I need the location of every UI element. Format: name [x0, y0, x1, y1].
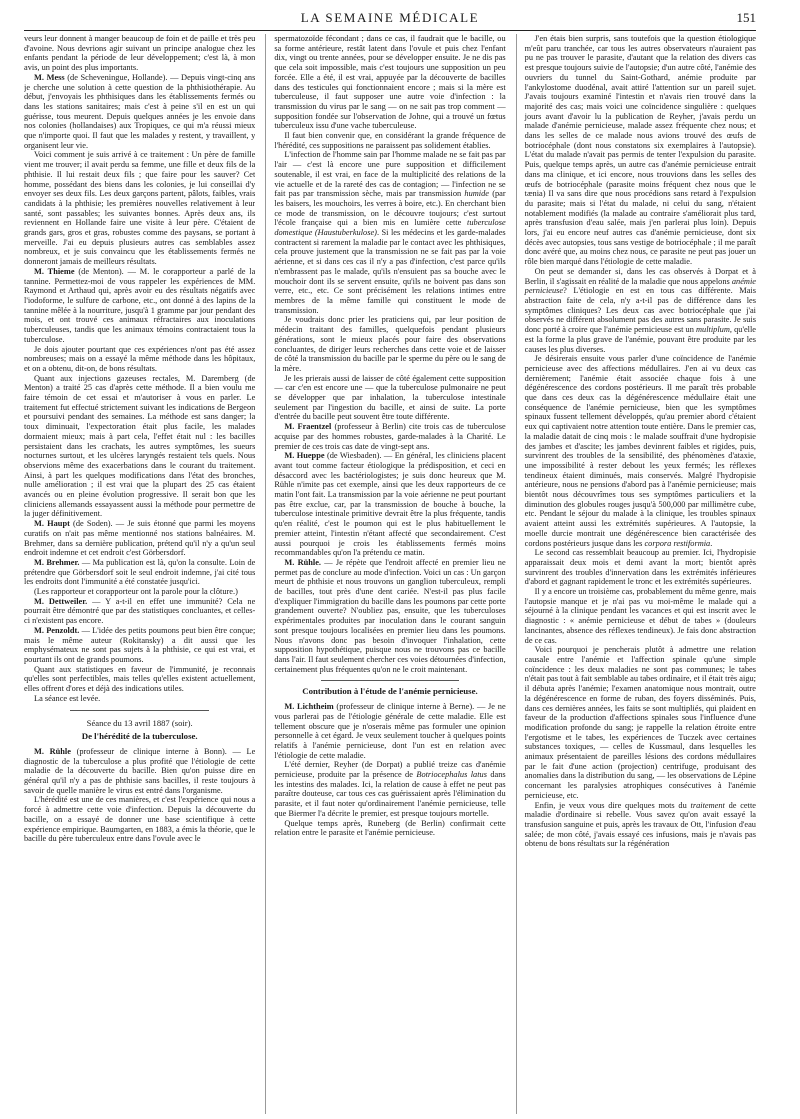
paragraph: Je voudrais donc prier les praticiens qui, par leur position de médecin traitant des familles, quelquefois pendant plusieurs générations, sont le mieux placés pour faire des observations concluantes, de diriger leurs recherches dans cette voie et de laisser de côté la transmission du bacille par le sperme du père ou le sang de la mère. [274, 315, 506, 373]
paragraph-text: . Si les médecins et les garde-malades contractent si rarement la maladie par le contact avec les phthisiques, cela prouve justement que la transmission ne se fait pas par la voie aérienne, et si dans ces cas il n'y a pas d'infection, c'est parce qu'ils n'embrassent pas le malade, qu'ils n'ensuient pas sa bouche avec le mouchoir dont ils se servent ensuite, qu'ils ne boivent pas dans son verre, etc., etc. Ce sont précisément les relations intimes entre membres de la même famille qui constituent le mode de transmission. [274, 228, 506, 315]
emphasis: humide [464, 189, 489, 199]
paragraph-text: (professeur de clinique interne à Berne). — Je ne vous parlerai pas de l'étiologie générale de cette maladie. Elle est tellement obscure que je n'oserais même pas formuler une opinion personnelle à cet égard. Je veux seulement toucher à quelques points relatifs à l'anémie pernicieuse, dont l'un est en relation avec l'étiologie de cette maladie. [274, 702, 506, 760]
paragraph: spermatozoïde fécondant ; dans ce cas, il faudrait que le bacille, ou sa forme antérieure, restât latent dans l'ovule et puis chez l'enfant dix, vingt ou trente années, pour se développer ensuite. Je ne dis pas que cela soit impossible, mais c'est toujours une supposition un peu forcée. Elle a été, il est vrai, appuyée par la découverte de bacilles dans des testicules qui fonctionnaient encore ; mais si la mère est tuberculeuse, il faut supposer une autre voie d'infection : la transmission du virus par le sang — on ne sait pas trop comment — supposition fondée sur l'observation de Johne, qui a trouvé un fœtus tuberculeux issu d'une vache tuberculeuse. [274, 34, 506, 131]
paragraph-text: ? L'étiologie en est en tous cas différente. Mais abstraction faite de cela, n'y a-t-il pas de différence dans les symptômes cliniques? Les deux cas avec botriocéphale que j'ai observés ne différent absolument pas des autres sans parasite. Je suis donc porté à croire que l'anémie pernicieuse est un [524, 286, 756, 335]
paragraph [525, 354, 756, 548]
journal-title: LA SEMAINE MÉDICALE [300, 10, 480, 25]
paragraph [24, 519, 255, 558]
text-columns [24, 31, 756, 1114]
paragraph: Je dois ajouter pourtant que ces expériences n'ont pas été assez nombreuses; mais on a essayé la même méthode dans les hôpitaux, et on a obtenu, dit-on, de bons résultats. [24, 344, 256, 373]
paragraph [274, 702, 505, 760]
paragraph-text: (professeur à Berlin) cite trois cas de tuberculose acquise par des hommes robustes, garde-malades à la Charité. Le premier de ces trois cas date de vingt-sept ans. [274, 422, 506, 451]
emphasis: Botriocephalus latus [416, 770, 487, 780]
emphasis: traitement [690, 800, 725, 810]
emphasis: multiplum [696, 325, 730, 335]
paragraph [274, 422, 505, 451]
paragraph-text: — L'idée des petits poumons peut bien être conçue; mais le même auteur (Rokitansky) a dit aussi que les emphysémateux ne sont pas sujets à la phthisie, ce qui est vrai, et pourtant ils ont de grands poumons. [24, 625, 256, 664]
speaker-name: M. Dettweiler. [34, 596, 88, 606]
paragraph [274, 451, 505, 558]
paragraph-text: (de Wiesbaden). — En général, les cliniciens placent avant tout comme facteur étiologique la prédisposition, et ceci en désaccord avec les bactériologistes; je suis donc heureux que M. Rühle n'imite pas cet exemple, ainsi que les deux rapporteurs de ce matin l'ont fait. La transmission par la voie aérienne ne peut pourtant pas être exclue, car, par la transmission de bouche à bouche, la tuberculose intestinale primitive devrait être la plus fréquente, tandis qu'en réalité, c'est le poumon qui est le plus habituellement le premier atteint, l'intestin n'étant affecté que secondairement. C'est aussi pourquoi je crois les établissements fermés moins recommandables qu'on l'a prétendu ce matin. [274, 451, 506, 558]
section-heading: Contribution à l'étude de l'anémie pernicieuse. [302, 686, 478, 697]
paragraph-text: (de Scheveningue, Hollande). — Depuis vingt-cinq ans je cherche une solution à cette question de la phthisiothérapie. Au début, j'envoyais les phthisiques dans les établissements fermés ou dans les stations sanitaires; mais c'est à peine s'il en est un qui guérisse, tous meurent. Depuis quelques années je les envoie dans nos colonies (hollandaises) aux Tropiques, ce qui m'a réussi mieux que n'importe quoi. Il faut que les malades y restent, y travaillent, y organisent leur vie. [24, 72, 256, 150]
speaker-name: M. Fraentzel [284, 422, 332, 432]
speaker-name: M. Thieme [34, 266, 75, 276]
paragraph-text: L'été dernier, Reyher (de Dorpat) a publié treize cas d'anémie pernicieuse, produite par la présence de [274, 760, 506, 780]
paragraph: (Les rapporteur et corapporteur ont la parole pour la clôture.) [34, 587, 238, 597]
paragraph [24, 597, 255, 626]
paragraph [274, 150, 505, 315]
session-heading: Séance du 13 avril 1887 (soir). [86, 717, 193, 728]
emphasis: corpora restiformia [644, 538, 711, 548]
paragraph [274, 558, 505, 674]
column-3 [516, 34, 756, 1114]
paragraph: Le second cas ressemblait beaucoup au premier. Ici, l'hydropisie apparaissait deux mois et demi avant la mort; bientôt après survinrent des troubles d'innervation dans les extrémités inférieures d'abord et gagnant rapidement le tronc et les extrémités supérieures. [524, 548, 756, 587]
speaker-name: M. Mess [34, 72, 65, 82]
paragraph [24, 558, 255, 587]
paragraph: J'en étais bien surpris, sans toutefois que la question étiologique m'eût paru tranchée, car tous les autres observateurs n'auraient pas pu ne pas trouver le parasite, d'autant que la relation des divers cas est presque toujours suivie de l'autopsie; d'un autre côté, l'anémie des ouvriers du tunnel du Saint-Gothard, anémie produite par l'ankylostome duodénal, avait attiré l'attention sur un pareil sujet. J'avais toujours examiné l'intestin et n'avais rien trouvé dans la majorité des cas; mais voici une coïncidence singulière : quelques jours avant d'avoir lu la publication de Reyher, j'avais perdu un malade d'anémie pernicieuse, malade assez fréquente chez nous; et dans les selles de ce malade nous avions trouvé des œufs de botriocéphale (dont nous constatons six exemplaires à l'autopsie). L'état du malade n'avait pas permis de tenter l'expulsion du parasite. Puis, quelque temps après, un autre cas d'anémie pernicieuse entrait dans ma clinique, et ici encore, nous trouvions dans les selles des œufs de botriocéphale (parasite moins fréquent chez nous que le tænia) Il va sans dire que nous procédions sans retard à l'expulsion du parasite; mais si l'état du malade, ni celui du sang, n'étaient notablement modifiés (la malade au contraire s'améliorait plus tard, après transfusion d'eau salée, mais j'en parlerai plus loin). Depuis lors, j'ai eu encore neuf autres cas d'anémie pernicieuse, dont six décès avec autopsies, tous sans vestige de botriocéphale ; il me paraît donc avéré que, au moins chez nous, ce parasite ne peut pas jouer un rôle bien marqué dans l'étiologie de cette maladie. [524, 34, 756, 267]
speaker-name: M. Lichtheim [284, 702, 334, 712]
paragraph-text: de cette maladie d'ordinaire si rebelle. Vous savez qu'on avait essayé la transfusion sanguine et puis, après les travaux de Ott, l'infusion d'eau salée; de mon côté, j'avais essayé ces infusions, mais je n'avais pas obtenu de bons résultats sur la régénération [524, 800, 756, 849]
speaker-name: M. Penzoldt. [34, 625, 80, 635]
paragraph [24, 73, 255, 151]
speaker-name: M. Haupt [34, 519, 70, 529]
paragraph: Quelque temps après, Runeberg (de Berlin) confirmait cette relation entre le parasite et l'anémie pernicieuse. [274, 818, 506, 838]
paragraph-text: (par les baisers, les mouchoirs, les verres à boire, etc.). En cherchant bien ce mode de transmission, on le découvre toujours; c'est surtout l'école française qui a bien mis en lumière cette [274, 189, 506, 228]
paragraph: Il faut bien convenir que, en considérant la grande fréquence de l'hérédité, ces suppositions ne paraissent pas solidement établies. [274, 131, 506, 150]
section-divider [321, 680, 460, 681]
speaker-name: M. Brehmer. [34, 557, 80, 567]
section-heading: De l'hérédité de la tuberculose. [81, 731, 198, 742]
paragraph-text: Enfin, je veux vous dire quelques mots du [534, 800, 691, 810]
section-divider [70, 710, 209, 711]
paragraph-text: (de Menton). — M. le corapporteur a parlé de la tannine. Permettez-moi de vous rappeler les expériences de MM. Raymond et Arthaud qui, après avoir eu des résultats négatifs avec l'iodoforme, le sulfure de carbone, etc., ont donné à des lapins de la tannine mêlée à la nourriture, jusqu'à 1 gramme par jour pendant des mois, et ont trouvé ces animaux réfractaires aux inoculations tuberculeuses, tandis que les animaux témoins contractaient tous la tuberculose. [24, 266, 256, 344]
column-2 [265, 34, 505, 1114]
paragraph [24, 267, 255, 345]
paragraph-text: On peut se demander si, dans les cas observés à Dorpat et à Berlin, il s'agissait en réalité de la maladie que nous appelons [524, 266, 756, 286]
paragraph: Quant aux statistiques en faveur de l'immunité, je reconnais qu'elles sont perfectibles, mais telles qu'elles existent actuellement, elles offrent d'ores et déjà des indications utiles. [24, 664, 256, 694]
paragraph: Voici comment je suis arrivé à ce traitement : Un père de famille vient me trouver; il avait perdu sa femme, une fille et deux fils de la phthisie. Il lui restait deux fils ; que faire pour les sauver? Cet homme, possédant des biens dans les colonies, je lui conseillai d'y envoyer ses deux fils. Les deux garçons partent, pâlots, faibles, vrais candidats à la phthisie; les premières nouvelles relativement à leur santé, sont passables; les suivantes bonnes. Après deux ans, ils reviennent en Hollande faire une visite à leur père. C'étaient de grands gars, gros et gras, robustes comme des paysans, se portant à merveille. J'ai eu depuis plusieurs autres cas semblables assez nombreux, et je suis convaincu que les établissements fermés ne donneront jamais de meilleurs résultats. [24, 150, 256, 267]
paragraph [525, 267, 756, 354]
emphasis: tuberculose domestique (Haustuberkulose) [274, 218, 506, 238]
paragraph: Il y a encore un troisième cas, probablement du même genre, mais l'autopsie manque et je n'ai pas vu moi-même le malade qui a séjourné à la clinique pendant les vacances et qui est inscrit avec le diagnostic : « anémie pernicieuse et début de tabes » (douleurs lancinantes, absence des réflexes tendineux). Je fais donc abstraction de ce cas. [524, 587, 756, 645]
paragraph: Quant aux injections gazeuses rectales, M. Daremberg (de Menton) a traité 25 cas d'après cette méthode. Il a bien voulu me faire témoin de cet essai et m'autoriser à vous en parler. Le traitement fut effectué strictement suivant les indications de Bergeon et poursuivi pendant des semaines. La méthode est sans danger; la toux diminuait, l'expectoration était plus facile, les malades dormaient mieux; mais à part cela, l'effet était nul : les bacilles persistaient dans les crachats, les autres symptômes, les sueurs nocturnes surtout, et les ulcères laryngés restaient tels quels. Nous observions même des exacerbations dans le courant du traitement. Ainsi, à part les quelques modifications dans l'état des bronches, nulle amélioration ; il est vrai que la plupart des 25 cas étaient avancés ou en pleine évolution progressive. Il serait bon que les cliniciens allemands essayassent aussi la méthode pour permettre de la juger définitivement. [24, 373, 256, 519]
paragraph: La séance est levée. [34, 693, 101, 703]
speaker-name: M. Hueppe [284, 451, 325, 461]
speaker-name: M. Rühle [34, 746, 71, 756]
paragraph [24, 747, 255, 796]
paragraph [525, 801, 756, 850]
paragraph-text: . [710, 538, 713, 548]
paragraph-text: (professeur de clinique interne à Bonn). — Le diagnostic de la tuberculose a plus profité que l'étiologie de cette maladie de la découverte du bacille. Bien qu'on puisse dire en général qu'il n'y a pas de phthisie sans bacilles, il reste toujours à savoir de quelle manière le virus est entré dans l'organisme. [24, 746, 256, 795]
paragraph-text: , qu'elle est la forme la plus grave de l'anémie, pouvant être produite par les causes les plus diverses. [524, 325, 756, 354]
paragraph-text: — Je répète que l'endroit affecté en premier lieu ne permet pas de conclure au mode d'infection. Voici un cas : Un garçon meurt de phthisie et nous trouvons un ganglion tuberculeux, rempli de bacilles, tout près d'une dent cariée. N'est-il pas plus facile d'expliquer l'immigration du bacille dans les poumons par cette porte grandement ouverte? N'oubliez pas, ensuite, que les tuberculoses expérimentales produites par inoculation dans le courant sanguin sont presque toujours localisées en premier lieu dans les poumons. Nous n'avons donc pas besoin d'invoquer l'inhalation, cette supposition hypothétique, puisque nous ne trouvons pas ce bacille dans l'air. Il faut seulement chercher ces voies détournées d'infection, certainement plus fréquentes qu'on ne le croit maintenant. [274, 557, 506, 674]
paragraph-text: (de Soden). — Je suis étonné que parmi les moyens curatifs on n'ait pas même mentionné nos stations balnéaires. M. Brehmer, dans sa dernière publication, prétend qu'il n'y a qu'un seul endroit indemne et cet endroit c'est Görbersdorf. [24, 519, 256, 558]
column-1 [24, 34, 255, 1114]
speaker-name: M. Rühle. [284, 557, 321, 567]
paragraph [24, 626, 255, 665]
paragraph-text: — Y a-t-il en effet une immunité? Cela ne pourrait être démontré que par des statistiques concluantes, et celles-ci n'existent pas encore. [24, 596, 256, 626]
page-number: 151 [736, 10, 756, 25]
paragraph-text: L'infection de l'homme sain par l'homme malade ne se fait pas par l'air — c'est là encore une pure supposition et difficilement soutenable, il est vrai, en face de la multiplicité des relations de la vie actuelle et de la rareté des cas de contagion; — l'infection ne se fait pas par transmission sèche, mais par transmission [274, 150, 506, 199]
paragraph [274, 760, 505, 818]
paragraph: veurs leur donnent à manger beaucoup de foin et de paille et très peu d'avoine. Nous devrions agir suivant un principe analogue chez les enfants pendant la période de leur développement; c'est là, à mon avis, un point des plus importants. [24, 34, 256, 73]
emphasis: anémie pernicieuse [524, 276, 756, 296]
running-header [24, 0, 756, 31]
paragraph-text: — Ma publication est là, qu'on la consulte. Loin de prétendre que Görbersdorf soit le seul endroit indemne, j'ai cité tous les endroits dont l'immunité a été constatée jusqu'ici. [24, 557, 256, 587]
paragraph-text: Je désirerais ensuite vous parler d'une coïncidence de l'anémie pernicieuse avec des affections médullaires. J'en ai vu deux cas dernièrement; l'anémie était associée chaque fois à une dégénérescence des cordons postérieurs. Il me paraît très probable que dans ces deux cas la dégénérescence médullaire était une conséquence de l'anémie pernicieuse, bien que les symptômes spinaux fussent tellement développés, qu'au premier abord c'étaient eux qui captivaient notre attention toute entière. Dans le premier cas, la maladie datait de cinq mois : le malade souffrait d'une hydropisie des jambes et d'ascite; les jambes devinrent faibles et rigides, puis, survinrent des troubles de la sensibilité, des phénomènes d'ataxie, une impossibilité à rester debout les yeux fermés; les réflexes tendineux étaient diminués, mais conservés. Malgré l'hydropisie antérieure, nous ne pensions d'abord pas à l'anémie pernicieuse; mais bientôt nous découvrîmes tous ses symptômes particuliers et la diminution des globules rouges jusqu'à 500,000 par millimètre cube, etc. Pendant le séjour du malade à la clinique, les troubles spinaux avaient atteint aussi les extrémités supérieures. A l'autopsie, la moelle durcie montrait une dégénérescence bien caractérisée des cordons postérieurs jusque dans les [524, 354, 756, 548]
paragraph: L'hérédité est une de ces manières, et c'est l'expérience qui nous a forcé à admettre cette voie d'infection. Depuis la découverte du bacille, on a essayé de donner une base scientifique à cette expérience empirique. Baumgarten, en 1883, a émis la théorie, que le bacille du père tuberculeux entre dans l'ovule avec le [24, 795, 256, 844]
paragraph: Voici pourquoi je pencherais plutôt à admettre une relation causale entre l'anémie et l'affection spinale qu'une simple coïncidence : les deux maladies ne sont pas communes; le tabes n'était pas tout à fait semblable au tabes ordinaire, et il était très aigu; il débuta après l'anémie; l'examen anatomique nous montrait, outre la dégénérescence en forme de ruban, des foyers disséminés. Puis, dans ces dernières années, les faits se sont multipliés, qui plaident en faveur de la production d'affections spinales sous l'influence d'une modification profonde du sang; je rappelle la relation étroite entre l'ergotisme et le tabes, les expériences de Tuczek avec certaines substances toxiques, — celles de Kussmaul, dans lesquelles les animaux présentaient de pareilles lésions des cordons médullaires par le fait d'une action (projection) centrifuge, produisant des anomalies dans la distribution du sang, — les observations de Lépine concernant les paralysies atrophiques consécutives à l'anémie pernicieuse, etc. [524, 645, 756, 800]
paragraph: Je les prierais aussi de laisser de côté également cette supposition — car c'en est encore une — que la tuberculose pulmonaire ne peut se développer que par inhalation, la tuberculose intestinale seulement par l'ingestion du bacille, et ainsi de suite. La porte d'entrée du bacille peut souvent être toute différente. [274, 373, 506, 422]
paragraph-text: dans les intestins des malades. Ici, la relation de cause à effet ne peut pas paraître douteuse, car tous ces cas guérissaient après l'élimination du parasite, et il faut noter qu'ordinairement l'anémie pernicieuse, telle que Biermer l'a décrite le premier, est presque toujours mortelle. [274, 770, 506, 818]
